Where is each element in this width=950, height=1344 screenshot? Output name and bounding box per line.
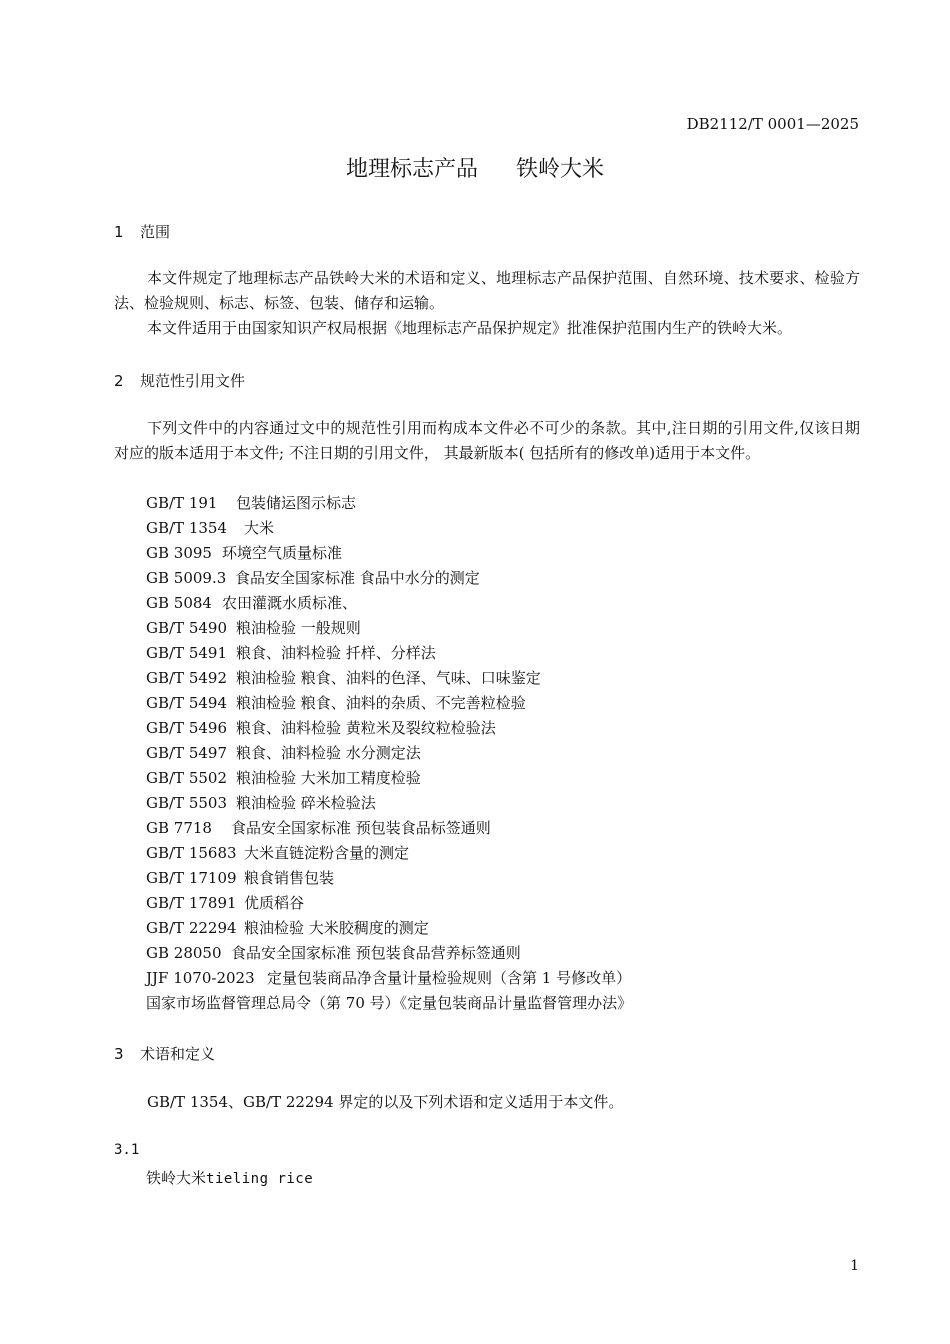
reference-title: 粮油检验 粮食、油料的杂质、不完善粒检验 [236, 694, 526, 712]
reference-code: GB/T 15683 [146, 844, 237, 862]
term-number: 3.1 [114, 1142, 140, 1158]
reference-item [146, 716, 632, 741]
reference-item [146, 591, 632, 616]
term-name [146, 1167, 313, 1188]
reference-title: 大米直链淀粉含量的测定 [244, 844, 410, 862]
term-chinese: 铁岭大米 [146, 1169, 207, 1187]
normative-intro: 下列文件中的内容通过文中的规范性引用而构成本文件必不可少的条款。其中,注日期的引用文件,仅该日期对应的版本适用于本文件; 不注日期的引用文件， 其最新版本( 包括所有的修改单)适用于本文件。 [114, 419, 860, 462]
reference-title: 粮油检验 粮食、油料的色泽、气味、口味鉴定 [236, 669, 541, 687]
reference-title: 粮食、油料检验 扦样、分样法 [236, 644, 436, 662]
reference-title: 粮食销售包装 [244, 869, 335, 887]
reference-title: 粮油检验 一般规则 [236, 619, 361, 637]
reference-title: 粮油检验 碎米检验法 [236, 794, 376, 812]
reference-code: GB/T 1354 [146, 519, 228, 537]
reference-code: GB/T 22294 [146, 919, 237, 937]
reference-title: 大米 [244, 519, 275, 537]
section-1-heading [114, 221, 170, 242]
reference-item [146, 666, 632, 691]
document-title [0, 152, 950, 183]
reference-item [146, 766, 632, 791]
scope-paragraph-1: 本文件规定了地理标志产品铁岭大米的术语和定义、地理标志产品保护范围、自然环境、技术要求、检验方法、检验规则、标志、标签、包装、储存和运输。 [114, 269, 860, 312]
reference-title: 农田灌溉水质标准、 [222, 594, 358, 612]
section-number: 1 [114, 223, 124, 241]
document-code: DB2112/T 0001—2025 [686, 115, 859, 133]
reference-item [146, 866, 632, 891]
reference-title: 包装储运图示标志 [236, 494, 357, 512]
reference-code: GB 7718 [146, 819, 212, 837]
reference-title: 环境空气质量标准 [222, 544, 343, 562]
term-english: tieling rice [206, 1171, 314, 1187]
reference-code: GB/T 5503 [146, 794, 228, 812]
reference-item [146, 516, 632, 541]
reference-code: GB/T 5497 [146, 744, 228, 762]
reference-title: 粮食、油料检验 水分测定法 [236, 744, 421, 762]
reference-code: GB/T 17109 [146, 869, 237, 887]
reference-item [146, 491, 632, 516]
reference-code: GB 5009.3 [146, 569, 227, 587]
reference-code: GB 5084 [146, 594, 212, 612]
page-number: 1 [850, 1258, 859, 1274]
reference-code: GB/T 5494 [146, 694, 228, 712]
reference-code: GB/T 191 [146, 494, 218, 512]
section-title: 范围 [140, 223, 171, 241]
terms-intro: GB/T 1354、GB/T 22294 界定的以及下列术语和定义适用于本文件。 [147, 1093, 624, 1111]
reference-item [146, 916, 632, 941]
reference-title: 优质稻谷 [244, 894, 305, 912]
reference-title: 食品安全国家标准 食品中水分的测定 [235, 569, 480, 587]
reference-code: GB/T 5490 [146, 619, 228, 637]
reference-title: 粮食、油料检验 黄粒米及裂纹粒检验法 [236, 719, 496, 737]
reference-code: GB/T 5502 [146, 769, 228, 787]
reference-title: 粮油检验 大米胶稠度的测定 [244, 919, 429, 937]
section-2-heading [114, 370, 245, 391]
reference-list [146, 491, 632, 1016]
reference-item [146, 941, 632, 966]
reference-item [146, 841, 632, 866]
reference-title: 食品安全国家标准 预包装食品标签通则 [231, 819, 491, 837]
reference-item [146, 966, 632, 991]
reference-item [146, 616, 632, 641]
reference-title: 定量包装商品净含量计量检验规则（含第 1 号修改单） [267, 969, 632, 987]
reference-code: GB/T 5491 [146, 644, 228, 662]
reference-item [146, 541, 632, 566]
reference-item [146, 691, 632, 716]
reference-title: 食品安全国家标准 预包装食品营养标签通则 [231, 944, 521, 962]
reference-code: GB 28050 [146, 944, 222, 962]
reference-code: GB/T 5492 [146, 669, 228, 687]
section-number: 3 [114, 1045, 124, 1063]
reference-item [146, 566, 632, 591]
title-part-2: 铁岭大米 [516, 157, 605, 182]
reference-code: GB/T 5496 [146, 719, 228, 737]
reference-item [146, 791, 632, 816]
reference-code: GB 3095 [146, 544, 212, 562]
reference-item [146, 641, 632, 666]
reference-item [146, 891, 632, 916]
reference-code: JJF 1070-2023 [146, 969, 255, 987]
title-part-1: 地理标志产品 [345, 157, 478, 182]
reference-title: 粮油检验 大米加工精度检验 [236, 769, 421, 787]
reference-item [146, 991, 632, 1016]
section-number: 2 [114, 372, 124, 390]
section-title: 规范性引用文件 [140, 372, 246, 390]
section-title: 术语和定义 [140, 1045, 216, 1063]
reference-code: GB/T 17891 [146, 894, 237, 912]
section-3-heading [114, 1043, 215, 1064]
scope-paragraph-2: 本文件适用于由国家知识产权局根据《地理标志产品保护规定》批准保护范围内生产的铁岭大米。 [147, 319, 793, 337]
reference-item [146, 741, 632, 766]
reference-item [146, 816, 632, 841]
reference-title: 国家市场监督管理总局令（第 70 号）《定量包装商品计量监督管理办法》 [146, 994, 633, 1012]
